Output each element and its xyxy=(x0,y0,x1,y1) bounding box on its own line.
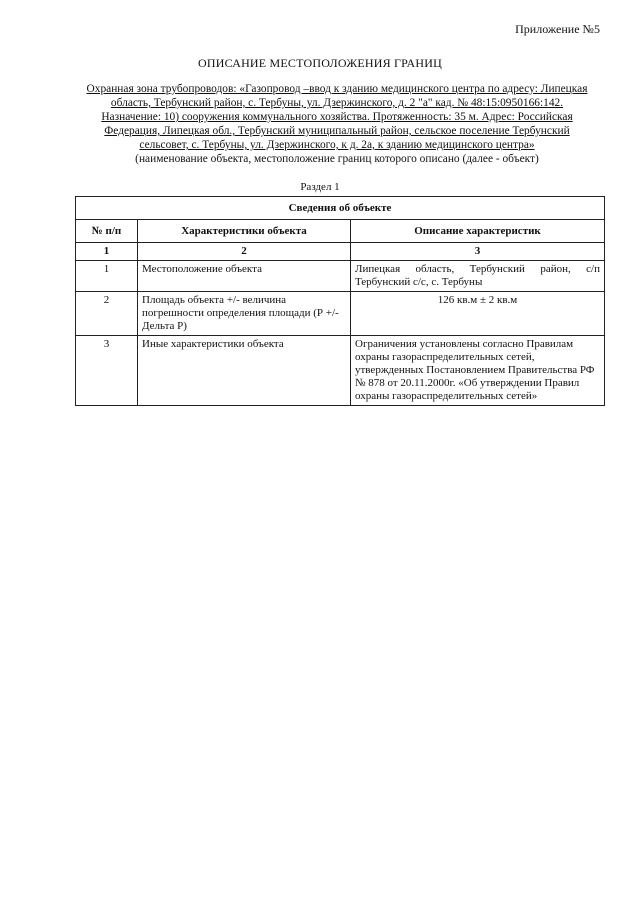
row-description: 126 кв.м ± 2 кв.м xyxy=(351,292,605,336)
object-note: (наименование объекта, местоположение границ которого описано (далее - объект) xyxy=(135,153,539,165)
header-description: Описание характеристик xyxy=(351,220,605,243)
row-num: 2 xyxy=(76,292,138,336)
row-description: Ограничения установлены согласно Правилам охраны газораспределительных сетей, утвержденных Постановлением Правительства РФ № 878 от 20.11.2000г. «Об утверждении Правил охраны газораспределительных сетей» xyxy=(351,336,605,406)
column-number-row xyxy=(76,243,605,261)
object-line-4: Федерация, Липецкая обл., Тербунский муниципальный район, сельское поселение Тербунский xyxy=(104,125,570,137)
object-line-5: сельсовет, с. Тербуны, ул. Дзержинского, к д. 2а, к зданию медицинского центра» xyxy=(139,139,535,151)
table-header-row xyxy=(76,220,605,243)
row-num: 3 xyxy=(76,336,138,406)
appendix-label: Приложение №5 xyxy=(515,22,600,36)
document-title: ОПИСАНИЕ МЕСТОПОЛОЖЕНИЯ ГРАНИЦ xyxy=(198,56,442,70)
object-description xyxy=(72,82,602,166)
row-characteristic: Местоположение объекта xyxy=(138,261,351,292)
header-num: № п/п xyxy=(76,220,138,243)
row-characteristic: Иные характеристики объекта xyxy=(138,336,351,406)
table-row xyxy=(76,292,605,336)
section-label: Раздел 1 xyxy=(300,181,340,193)
object-line-1: Охранная зона трубопроводов: «Газопровод –ввод к зданию медицинского центра по адресу: Липецкая xyxy=(86,83,588,95)
table-caption: Сведения об объекте xyxy=(76,197,605,220)
column-number: 3 xyxy=(351,243,605,261)
row-description: Липецкая область, Тербунский район, с/п Тербунский с/с, с. Тербуны xyxy=(351,261,605,292)
header-characteristic: Характеристики объекта xyxy=(138,220,351,243)
object-line-2: область, Тербунский район, с. Тербуны, ул. Дзержинского, д. 2 "а" кад. № 48:15:0950166:142. xyxy=(110,97,564,109)
table-row xyxy=(76,261,605,292)
column-number: 1 xyxy=(76,243,138,261)
table-caption-row xyxy=(76,197,605,220)
object-info-table xyxy=(75,196,605,406)
row-characteristic: Площадь объекта +/- величина погрешности определения площади (Р +/- Дельта Р) xyxy=(138,292,351,336)
column-number: 2 xyxy=(138,243,351,261)
row-num: 1 xyxy=(76,261,138,292)
table-row xyxy=(76,336,605,406)
object-line-3: Назначение: 10) сооружения коммунального хозяйства. Протяженность: 35 м. Адрес: Российская xyxy=(101,111,573,123)
